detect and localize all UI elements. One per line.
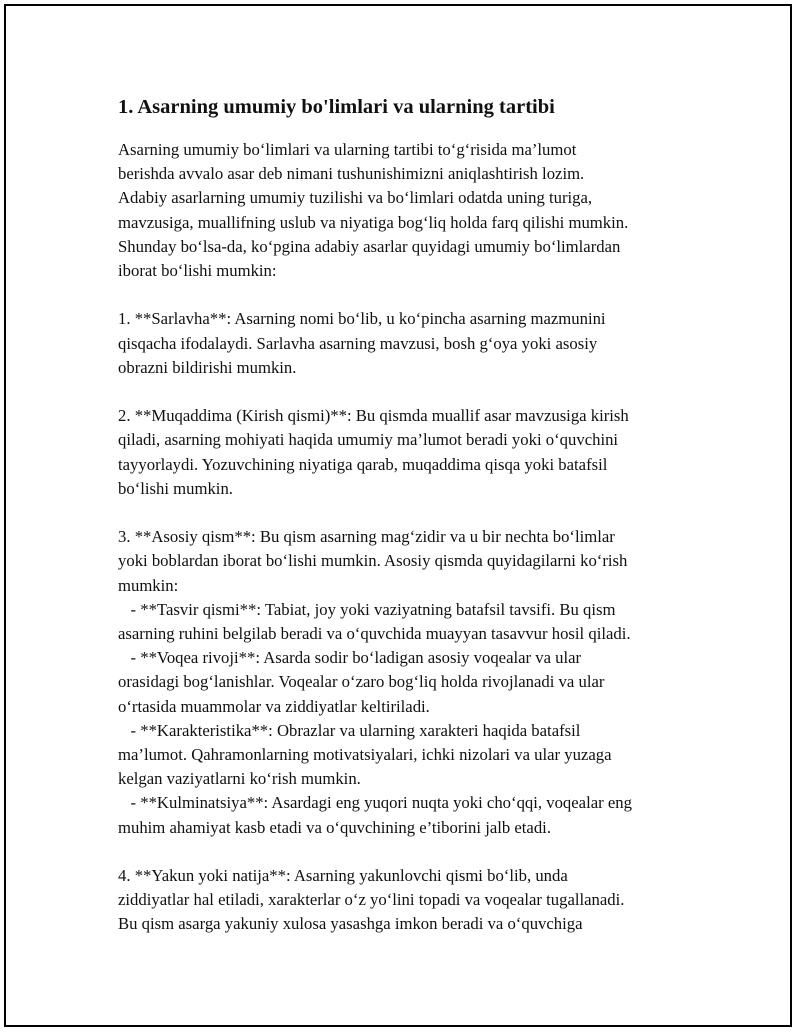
intro-paragraph: Asarning umumiy bo‘limlari va ularning tartibi to‘g‘risida ma’lumot berishda avvalo asar deb nimani tushunishimizni aniqlashtirish lozim. Adabiy asarlarning umumiy tuzilishi va bo‘limlari odatda uning turiga, mavzusiga, muallifning uslub va niyatiga bog‘liq holda farq qilishi mumkin. Shunday bo‘lsa-da, ko‘pgina adabiy asarlar quyidagi umumiy bo‘limlardan iborat bo‘lishi mumkin: <box>118 140 629 281</box>
list-item-asosiy-qism: 3. **Asosiy qism**: Bu qism asarning mag‘zidir va u bir nechta bo‘limlar yoki boblardan iborat bo‘lishi mumkin. Asosiy qismda quyidagilarni ko‘rish mumkin: - **Tasvir qismi**: Tabiat, joy yoki vaziyatning batafsil tavsifi. Bu qism asarning ruhini belgilab beradi va o‘quvchida muayyan tasavvur hosil qiladi. - **Voqea rivoji**: Asarda sodir bo‘ladigan asosiy voqealar va ular orasidagi bog‘lanishlar. Voqealar o‘zaro bog‘liq holda rivojlanadi va ular o‘rtasida muammolar va ziddiyatlar keltiriladi. - **Karakteristika**: Obrazlar va ularning xarakteri haqida batafsil ma’lumot. Qahramonlarning motivatsiyalari, ichki nizolari va ular yuzaga kelgan vaziyatlarni ko‘rish mumkin. - **Kulminatsiya**: Asardagi eng yuqori nuqta yoki cho‘qqi, voqealar eng muhim ahamiyat kasb etadi va o‘quvchining e’tiborini jalb etadi. <box>118 527 632 837</box>
list-item-muqaddima: 2. **Muqaddima (Kirish qismi)**: Bu qismda muallif asar mavzusiga kirish qiladi, asarning mohiyati haqida umumiy ma’lumot beradi yoki o‘quvchini tayyorlaydi. Yozuvchining niyatiga qarab, muqaddima qisqa yoki batafsil bo‘lishi mumkin. <box>118 406 629 498</box>
list-item-yakun: 4. **Yakun yoki natija**: Asarning yakunlovchi qismi bo‘lib, unda ziddiyatlar hal etiladi, xarakterlar o‘z yo‘lini topadi va voqealar tugallanadi. Bu qism asarga yakuniy xulosa yasashga imkon beradi va o‘quvchiga <box>118 866 625 934</box>
paragraph-gap <box>118 840 708 864</box>
document-body <box>118 94 708 937</box>
list-item-sarlavha: 1. **Sarlavha**: Asarning nomi bo‘lib, u ko‘pincha asarning mazmunini qisqacha ifodalaydi. Sarlavha asarning mavzusi, bosh g‘oya yoki asosiy obrazni bildirishi mumkin. <box>118 309 606 377</box>
paragraph-gap <box>118 501 708 525</box>
paragraph-gap <box>118 283 708 307</box>
paragraph-gap <box>118 380 708 404</box>
section-heading: 1. Asarning umumiy bo'limlari va ularning tartibi <box>118 96 555 118</box>
